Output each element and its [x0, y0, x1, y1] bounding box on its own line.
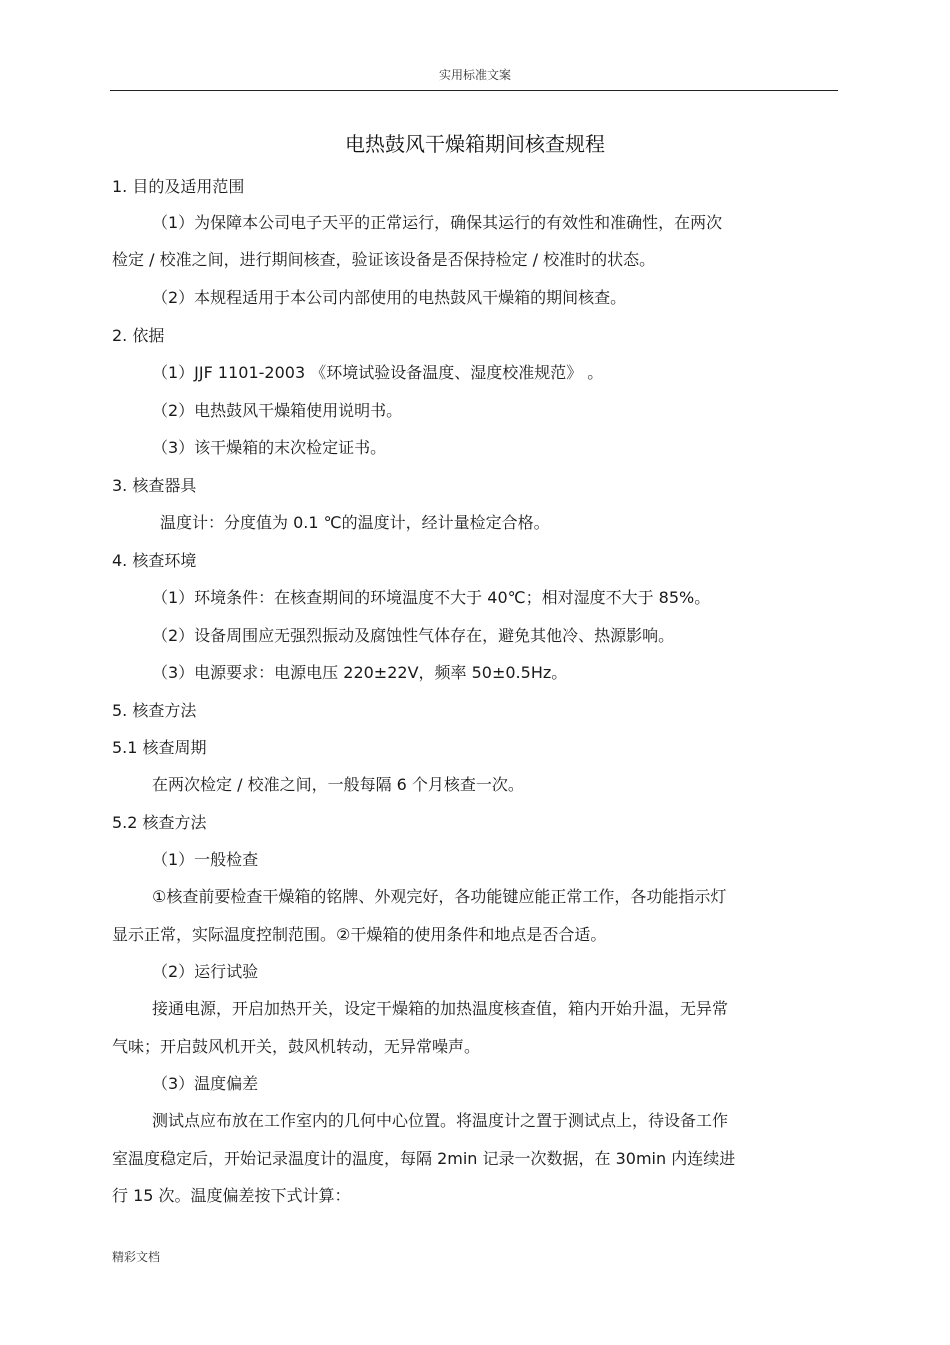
- text-line: 5. 核查方法: [112, 701, 197, 720]
- text-line: 检定 / 校准之间，进行期间核查，验证该设备是否保持检定 / 校准时的状态。: [112, 250, 656, 269]
- text-line: 接通电源，开启加热开关，设定干燥箱的加热温度核查值，箱内开始升温，无异常: [152, 999, 729, 1018]
- text-line: （2）设备周围应无强烈振动及腐蚀性气体存在，避免其他冷、热源影响。: [152, 626, 675, 645]
- text-line: （1）JJF 1101-2003 《环境试验设备温度、湿度校准规范》 。: [152, 363, 604, 382]
- text-line: 显示正常，实际温度控制范围。②干燥箱的使用条件和地点是否合适。: [112, 925, 607, 944]
- text-line: （3）该干燥箱的末次检定证书。: [152, 438, 387, 457]
- text-line: （3）温度偏差: [152, 1074, 259, 1093]
- text-line: 室温度稳定后，开始记录温度计的温度，每隔 2min 记录一次数据，在 30min 内连续进: [112, 1149, 736, 1168]
- header-divider: [110, 90, 838, 91]
- text-line: （2）电热鼓风干燥箱使用说明书。: [152, 401, 403, 420]
- text-line: 测试点应布放在工作室内的几何中心位置。将温度计之置于测试点上，待设备工作: [152, 1111, 729, 1130]
- page-header: 实用标准文案: [438, 68, 511, 82]
- document-title: 电热鼓风干燥箱期间核查规程: [345, 132, 605, 156]
- page-footer: 精彩文档: [112, 1250, 161, 1264]
- text-line: ①核查前要检查干燥箱的铭牌、外观完好，各功能键应能正常工作，各功能指示灯: [152, 887, 727, 906]
- text-line: （1）环境条件：在核查期间的环境温度不大于 40℃；相对湿度不大于 85%。: [152, 588, 711, 607]
- text-line: （1）为保障本公司电子天平的正常运行，确保其运行的有效性和准确性，在两次: [152, 213, 723, 232]
- text-line: （2）本规程适用于本公司内部使用的电热鼓风干燥箱的期间核查。: [152, 288, 627, 307]
- text-line: （2）运行试验: [152, 962, 259, 981]
- text-line: 3. 核查器具: [112, 476, 197, 495]
- text-line: 温度计：分度值为 0.1 ℃的温度计，经计量检定合格。: [160, 513, 550, 532]
- text-line: 4. 核查环境: [112, 551, 197, 570]
- text-line: 5.2 核查方法: [112, 813, 207, 832]
- text-line: （1）一般检查: [152, 850, 259, 869]
- text-line: 5.1 核查周期: [112, 738, 207, 757]
- text-line: 2. 依据: [112, 326, 165, 345]
- text-line: 气味；开启鼓风机开关，鼓风机转动，无异常噪声。: [112, 1037, 481, 1056]
- text-line: 1. 目的及适用范围: [112, 177, 245, 196]
- text-line: 在两次检定 / 校准之间，一般每隔 6 个月核查一次。: [152, 775, 524, 794]
- text-line: 行 15 次。温度偏差按下式计算：: [112, 1186, 351, 1205]
- text-line: （3）电源要求：电源电压 220±22V，频率 50±0.5Hz。: [152, 663, 568, 682]
